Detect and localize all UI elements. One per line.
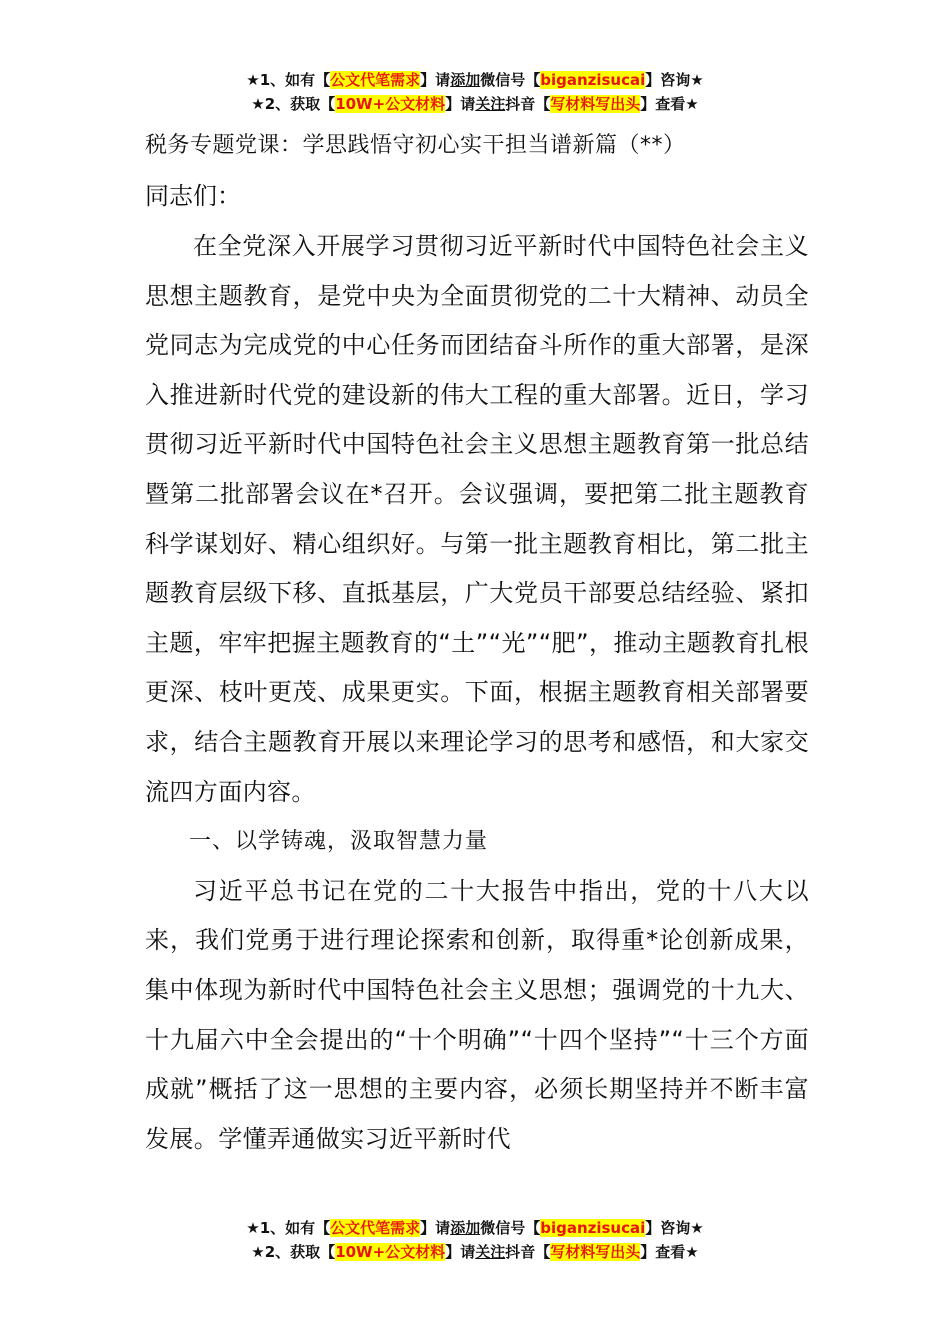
promo-text: 】请 — [420, 1219, 451, 1237]
section-heading-1: 一、以学铸魂，汲取智慧力量 — [189, 829, 489, 855]
promo-text: 抖音【 — [505, 95, 551, 113]
promo-highlight: 10W+公文材料 — [335, 95, 446, 113]
promo-line-1 — [0, 68, 950, 92]
promo-text: ★1、如有【 — [246, 71, 331, 89]
promo-text: 微信号【 — [480, 71, 541, 89]
promo-text: ★2、获取【 — [251, 1243, 336, 1261]
promo-banner-top — [0, 68, 950, 116]
promo-text: 】请 — [445, 95, 476, 113]
promo-text: 】请 — [445, 1243, 476, 1261]
promo-wechat-id: biganzisucai — [540, 71, 646, 89]
promo-highlight: 10W+公文材料 — [335, 1243, 446, 1261]
promo-text: 】查看★ — [640, 95, 699, 113]
promo-emphasis: 关注 — [475, 95, 506, 113]
promo-text: 】咨询★ — [645, 71, 704, 89]
promo-line-1 — [0, 1216, 950, 1240]
promo-text: ★2、获取【 — [251, 95, 336, 113]
promo-emphasis: 添加 — [450, 1219, 481, 1237]
promo-text: 】咨询★ — [645, 1219, 704, 1237]
promo-emphasis: 添加 — [450, 71, 481, 89]
paragraph-section-1: 习近平总书记在党的二十大报告中指出，党的十八大以来，我们党勇于进行理论探索和创新，取得重*论创新成果，集中体现为新时代中国特色社会主义思想；强调党的十九大、十九届六中全会提出的“十个明确”“十四个坚持”“十三个方面成就”概括了这一思想的主要内容，必须长期坚持并不断丰富发展。学懂弄通做实习近平新时代 — [145, 876, 809, 1153]
salutation: 同志们： — [145, 182, 241, 210]
promo-line-2 — [0, 1240, 950, 1264]
promo-emphasis: 关注 — [475, 1243, 506, 1261]
promo-text: ★1、如有【 — [246, 1219, 331, 1237]
document-title: 税务专题党课：学思践悟守初心实干担当谱新篇（**） — [145, 133, 686, 158]
promo-text: 抖音【 — [505, 1243, 551, 1261]
promo-wechat-id: biganzisucai — [540, 1219, 646, 1237]
promo-text: 】查看★ — [640, 1243, 699, 1261]
promo-highlight: 公文代笔需求 — [330, 71, 421, 89]
promo-banner-bottom — [0, 1216, 950, 1264]
promo-douyin-id: 写材料写出头 — [550, 95, 641, 113]
document-body — [145, 222, 809, 1164]
promo-highlight: 公文代笔需求 — [330, 1219, 421, 1237]
promo-text: 微信号【 — [480, 1219, 541, 1237]
promo-line-2 — [0, 92, 950, 116]
paragraph-intro: 在全党深入开展学习贯彻习近平新时代中国特色社会主义思想主题教育，是党中央为全面贯彻党的二十大精神、动员全党同志为完成党的中心任务而团结奋斗所作的重大部署，是深入推进新时代党的建设新的伟大工程的重大部署。近日，学习贯彻习近平新时代中国特色社会主义思想主题教育第一批总结暨第二批部署会议在*召开。会议强调，要把第二批主题教育科学谋划好、精心组织好。与第一批主题教育相比，第二批主题教育层级下移、直抵基层，广大党员干部要总结经验、紧扣主题，牢牢把握主题教育的“土”“光”“肥”，推动主题教育扎根更深、枝叶更茂、成果更实。下面，根据主题教育相关部署要求，结合主题教育开展以来理论学习的思考和感悟，和大家交流四方面内容。 — [145, 232, 809, 806]
promo-douyin-id: 写材料写出头 — [550, 1243, 641, 1261]
promo-text: 】请 — [420, 71, 451, 89]
